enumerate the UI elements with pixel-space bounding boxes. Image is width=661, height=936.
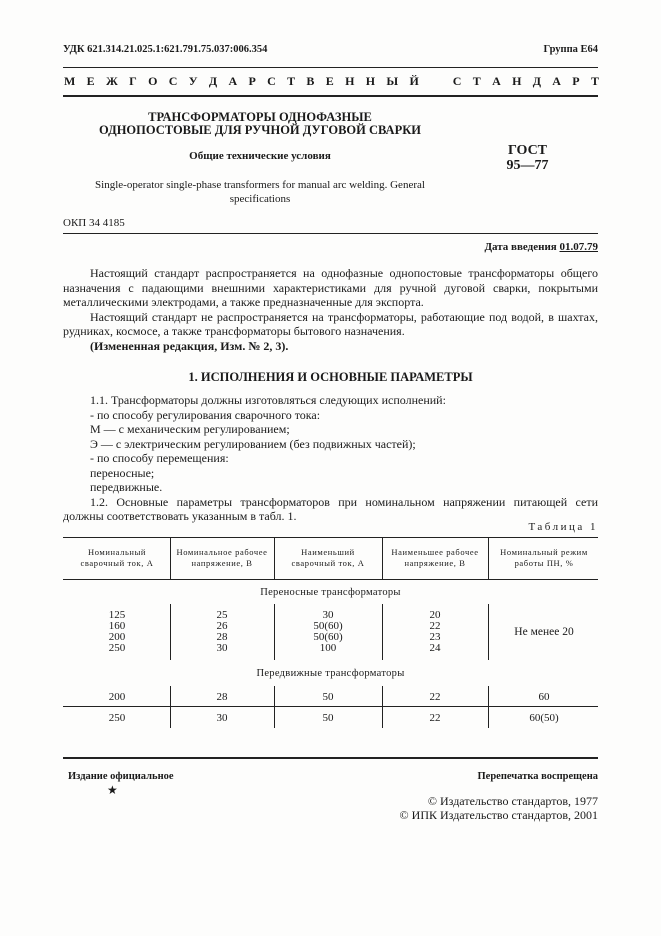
banner-letter: Т <box>472 74 481 88</box>
table-cell <box>278 610 378 654</box>
table-caption: Таблица 1 <box>528 521 598 533</box>
table-header-rated-current: Номинальный сварочный ток, А <box>80 547 154 568</box>
gost-label: ГОСТ <box>507 143 548 158</box>
table-cell-value: 23 <box>429 631 441 643</box>
table-col-divider <box>170 604 171 660</box>
table-cell <box>174 610 270 654</box>
table-cell-value: 30 <box>216 642 228 654</box>
banner-letter: О <box>148 74 158 88</box>
top-rule-thin <box>63 67 598 68</box>
table-cell: 50 <box>322 712 334 724</box>
table-cell-duty-cycle: Не менее 20 <box>514 626 574 638</box>
introduction-date <box>484 241 598 253</box>
table-cell: 22 <box>429 691 441 703</box>
table-header-min-current: Наименьший сварочный ток, А <box>291 547 365 568</box>
table-col-divider <box>170 537 171 579</box>
banner-letter: Т <box>590 74 599 88</box>
table-cell-value: 50(60) <box>313 620 343 632</box>
table-col-divider <box>274 537 275 579</box>
banner-letter: А <box>492 74 501 88</box>
intro-paragraph-2: Настоящий стандарт не распространяется на трансформаторы, работающие под водой, в шахтах, рудниках, космосе, а также трансформаторы бытового назначения. <box>63 309 598 338</box>
banner-letter: Г <box>129 74 137 88</box>
table-cell-value: 100 <box>319 642 337 654</box>
banner-letter: Д <box>532 74 541 88</box>
table-cell: 50 <box>322 691 334 703</box>
top-rule-thick <box>63 95 598 97</box>
table-cell-value: 125 <box>108 609 126 621</box>
table-cell-value: 50(60) <box>313 631 343 643</box>
banner-letter: Н <box>512 74 522 88</box>
table-top-rule <box>63 537 598 538</box>
table-cell <box>68 610 166 654</box>
banner-letter: Е <box>86 74 95 88</box>
banner-letter: С <box>168 74 178 88</box>
table-cell: 22 <box>429 712 441 724</box>
star-icon: ★ <box>107 783 118 797</box>
table-group-portable: Переносные трансформаторы <box>260 587 401 598</box>
okp-code: ОКП 34 4185 <box>63 217 125 229</box>
intro-text <box>63 266 598 353</box>
table-cell: 250 <box>108 712 126 724</box>
banner-letter: С <box>267 74 276 88</box>
list-movement-method: - по способу перемещения: <box>90 451 229 465</box>
group-code: Группа Е64 <box>543 44 598 55</box>
banner-letter: М <box>64 74 76 88</box>
introduction-date-value: 01.07.79 <box>559 241 598 253</box>
table-cell-value: 200 <box>108 631 126 643</box>
table-cell-value: 20 <box>429 609 441 621</box>
table-cell: 200 <box>108 691 126 703</box>
footer-rule <box>63 757 598 759</box>
gost-designation <box>500 143 555 173</box>
interstate-standard-banner <box>64 74 599 89</box>
table-cell-value: 250 <box>108 642 126 654</box>
english-title: Single-operator single-phase transformers for manual arc welding. General specifications <box>95 179 425 205</box>
banner-letter: Й <box>409 74 419 88</box>
banner-letter: В <box>306 74 315 88</box>
banner-letter: Т <box>287 74 296 88</box>
banner-letter: Е <box>325 74 334 88</box>
table-col-divider <box>382 686 383 728</box>
intro-paragraph-1: Настоящий стандарт распространяется на однофазные однопостовые трансформаторы общего назначения с падающими внешними характеристиками для ручной дуговой сварки, покрытыми металлическими электродами, а также предназначенные для экспорта. <box>63 266 598 309</box>
table-cell: 60(50) <box>529 712 559 724</box>
table-cell: 60 <box>538 691 550 703</box>
list-portable: переносные; <box>90 465 155 480</box>
amendment-note: (Измененная редакция, Изм. № 2, 3). <box>90 338 289 353</box>
table-col-divider <box>274 604 275 660</box>
banner-letter: Ж <box>105 74 118 88</box>
list-electrical: Э — с электрическим регулированием (без подвижных частей); <box>90 436 416 451</box>
table-cell-value: 25 <box>216 609 228 621</box>
banner-letter: Д <box>208 74 218 88</box>
udk-code: УДК 621.314.21.025.1:621.791.75.037:006.354 <box>63 44 268 55</box>
table-cell-value: 30 <box>322 609 334 621</box>
clause-1-1: 1.1. Трансформаторы должны изготовляться следующих исполнений: <box>90 393 446 407</box>
banner-letter: У <box>188 74 198 88</box>
table-header-min-voltage: Наименьшее рабочее напряжение, В <box>391 547 479 568</box>
banner-letter: Ы <box>386 74 399 88</box>
reprint-prohibited: Перепечатка воспрещена <box>477 771 598 782</box>
introduction-date-label: Дата введения <box>484 241 557 253</box>
list-mobile: передвижные. <box>90 480 163 494</box>
table-group-mobile: Передвижные трансформаторы <box>256 668 405 679</box>
section-1-text <box>63 393 598 524</box>
copyright-2001: © ИПК Издательство стандартов, 2001 <box>399 808 598 822</box>
table-col-divider <box>170 686 171 728</box>
table-col-divider <box>488 537 489 579</box>
table-row-rule <box>63 706 598 707</box>
banner-letter: Н <box>345 74 355 88</box>
table-cell-value: 28 <box>216 631 228 643</box>
banner-letter: Р <box>248 74 256 88</box>
table-col-divider <box>488 604 489 660</box>
table-col-divider <box>488 686 489 728</box>
table-col-divider <box>274 686 275 728</box>
gost-number: 95—77 <box>506 158 549 173</box>
official-edition: Издание официальное <box>68 771 174 782</box>
banner-letter: С <box>452 74 462 88</box>
table-cell: 30 <box>216 712 228 724</box>
table-cell-value: 22 <box>429 620 441 632</box>
banner-letter: Н <box>365 74 376 88</box>
standard-subtitle: Общие технические условия <box>189 150 331 162</box>
table-cell: 28 <box>216 691 228 703</box>
clause-1-2: 1.2. Основные параметры трансформаторов при номинальном напряжении питающей сети должны соответствовать указанным в табл. 1. <box>63 494 598 523</box>
banner-letter: А <box>552 74 561 88</box>
banner-letter: Р <box>572 74 580 88</box>
table-cell-value: 160 <box>108 620 126 632</box>
table-header-rule <box>63 579 598 580</box>
table-header-rated-voltage: Номинальное рабочее напряжение, В <box>176 547 268 568</box>
table-header-duty-cycle: Номинальный режим работы ПН, % <box>500 547 588 568</box>
section-1-title: 1. ИСПОЛНЕНИЯ И ОСНОВНЫЕ ПАРАМЕТРЫ <box>188 370 473 384</box>
list-regulation-method: - по способу регулирования сварочного тока: <box>90 407 321 422</box>
table-cell-value: 24 <box>429 642 441 654</box>
copyright-1977: © Издательство стандартов, 1977 <box>427 794 598 808</box>
table-col-divider <box>382 537 383 579</box>
table-cell <box>386 610 484 654</box>
list-mechanical: М — с механическим регулированием; <box>90 422 290 436</box>
banner-letter: А <box>228 74 238 88</box>
standard-title: ТРАНСФОРМАТОРЫ ОДНОФАЗНЫЕ ОДНОПОСТОВЫЕ ДЛЯ РУЧНОЙ ДУГОВОЙ СВАРКИ <box>99 110 421 137</box>
table-col-divider <box>382 604 383 660</box>
okp-rule <box>63 233 598 234</box>
table-cell-value: 26 <box>216 620 228 632</box>
